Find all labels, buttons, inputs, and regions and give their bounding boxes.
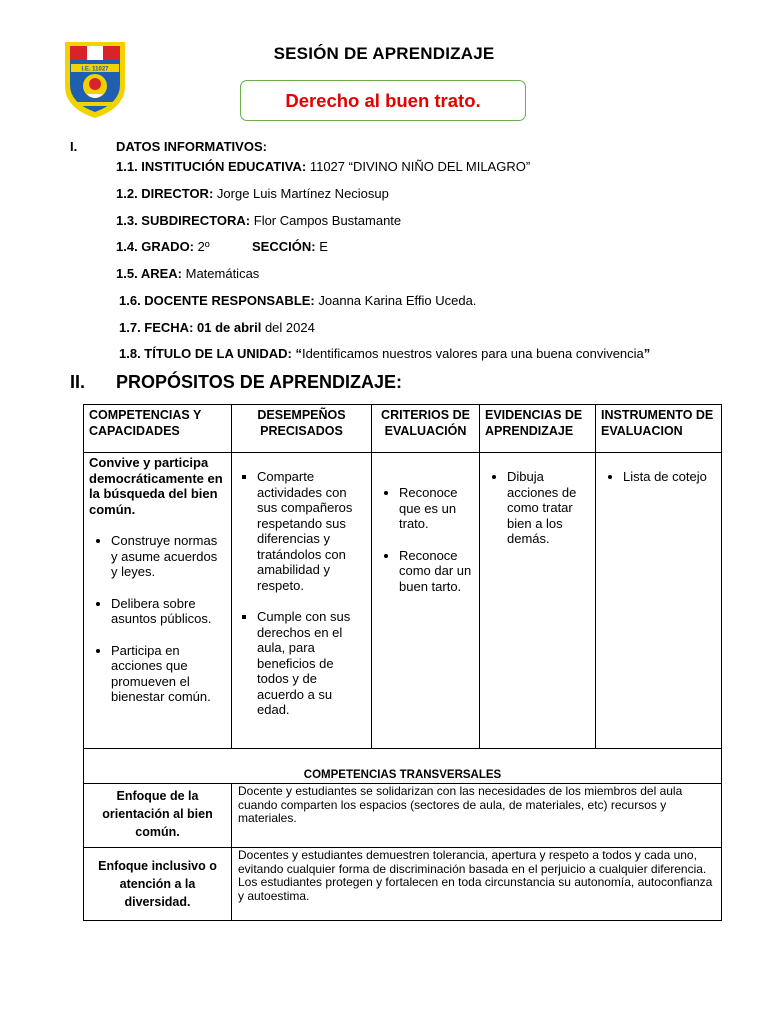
info-area: [116, 266, 259, 281]
session-title-box: [240, 80, 526, 121]
header-criterios: CRITERIOS DE EVALUACIÓN: [372, 405, 480, 453]
info-label: 1.5. AREA:: [116, 266, 182, 281]
info-value: Jorge Luis Martínez Neciosup: [216, 186, 389, 201]
criterios-list: [377, 485, 474, 594]
header-desempenos: DESEMPEÑOS PRECISADOS: [232, 405, 372, 453]
info-titulo-unidad: [119, 346, 650, 361]
enfoque-label: Enfoque inclusivo o atención a la diversidad.: [84, 848, 232, 921]
section-number-1: I.: [70, 139, 78, 154]
enfoque-text: Docente y estudiantes se solidarizan con las necesidades de los miembros del aula cuando comparten los espacios (sectores de aula, de materiales, etc) recursos y materiales.: [232, 784, 722, 848]
info-label: SECCIÓN:: [252, 239, 316, 254]
info-label: 1.1. INSTITUCIÓN EDUCATIVA:: [116, 159, 307, 174]
info-value: Identificamos nuestros valores para una buena convivencia: [301, 346, 644, 361]
list-item: • Reconoce como dar un buen tarto.: [399, 548, 474, 595]
logo-text: I.E. 11027: [81, 66, 109, 73]
enfoque-text-cell: [232, 848, 722, 921]
info-grado: [116, 239, 210, 254]
transversales-row: [84, 749, 722, 784]
list-item: • Participa en acciones que promueven el bienestar común.: [111, 643, 226, 705]
header-competencias: COMPETENCIAS Y CAPACIDADES: [84, 405, 232, 453]
info-label: 1.3. SUBDIRECTORA:: [116, 213, 251, 228]
info-label: 1.6. DOCENTE RESPONSABLE:: [119, 293, 315, 308]
page-title: SESIÓN DE APRENDIZAJE: [273, 44, 495, 63]
list-item: • Reconoce que es un trato.: [399, 485, 474, 532]
cell-desempenos: [232, 453, 372, 749]
list-item: • Lista de cotejo: [623, 469, 716, 485]
info-label: 1.8. TÍTULO DE LA UNIDAD: “: [119, 346, 302, 361]
info-tail: ”: [643, 346, 651, 361]
info-director: [116, 186, 389, 201]
instrumento-list: [601, 469, 716, 485]
cell-criterios: [372, 453, 480, 749]
info-fecha: [119, 320, 315, 335]
transversales-title: COMPETENCIAS TRANSVERSALES: [84, 749, 722, 784]
enfoque-text-2: Los estudiantes protegen y fortalecen en toda circunstancia su autonomía, autoconfianza y autoestima.: [238, 875, 713, 903]
table-header-row: [84, 405, 722, 453]
info-value: 2º: [197, 239, 210, 254]
info-value: E: [319, 239, 328, 254]
cell-instrumento: [596, 453, 722, 749]
info-value: Matemáticas: [185, 266, 260, 281]
info-label: 1.4. GRADO:: [116, 239, 195, 254]
info-value: del 2024: [264, 320, 315, 335]
enfoque-row: [84, 784, 722, 848]
info-value: Joanna Karina Effio Uceda.: [318, 293, 477, 308]
info-seccion: [252, 239, 328, 254]
list-item: • Delibera sobre asuntos públicos.: [111, 596, 226, 627]
propositos-table: [83, 404, 722, 921]
header-evidencias: EVIDENCIAS DE APRENDIZAJE: [480, 405, 596, 453]
table-body-row: [84, 453, 722, 749]
header-instrumento: INSTRUMENTO DE EVALUACION: [596, 405, 722, 453]
enfoque-row: [84, 848, 722, 921]
info-value: Flor Campos Bustamante: [253, 213, 402, 228]
info-institucion: [116, 159, 530, 174]
enfoque-text: Docentes y estudiantes demuestren tolerancia, apertura y respeto a todos y cada uno, evitando cualquier forma de discriminación basada en el perjuicio a cualquier diferencia.: [238, 848, 707, 876]
cell-evidencias: [480, 453, 596, 749]
session-title: Derecho al buen trato.: [285, 89, 481, 111]
list-item: • Construye normas y asume acuerdos y leyes.: [111, 533, 226, 580]
info-label: 1.2. DIRECTOR:: [116, 186, 214, 201]
evidencias-list: [485, 469, 590, 547]
info-subdirectora: [116, 213, 401, 228]
list-item: • Dibuja acciones de como tratar bien a los demás.: [507, 469, 590, 547]
enfoque-label: Enfoque de la orientación al bien común.: [84, 784, 232, 848]
info-label: 1.7. FECHA: 01 de abril: [119, 320, 262, 335]
info-docente: [119, 293, 476, 308]
capacidades-list: [89, 533, 226, 705]
info-value: 11027 “DIVINO NIÑO DEL MILAGRO”: [309, 159, 531, 174]
section-title-propositos: PROPÓSITOS DE APRENDIZAJE:: [116, 372, 403, 392]
cell-competencias: [84, 453, 232, 749]
section-number-2: II.: [70, 372, 86, 392]
list-item: ▪ Comparte actividades con sus compañeros respetando sus diferencias y tratándolos con amabilidad y respeto.: [257, 469, 366, 593]
section-title-datos: DATOS INFORMATIVOS:: [116, 139, 267, 154]
desempenos-list: [237, 469, 366, 718]
competencia-title: Convive y participa democráticamente en la búsqueda del bien común.: [89, 455, 223, 517]
list-item: ▪ Cumple con sus derechos en el aula, para beneficios de todos y de acuerdo a su edad.: [257, 609, 366, 718]
